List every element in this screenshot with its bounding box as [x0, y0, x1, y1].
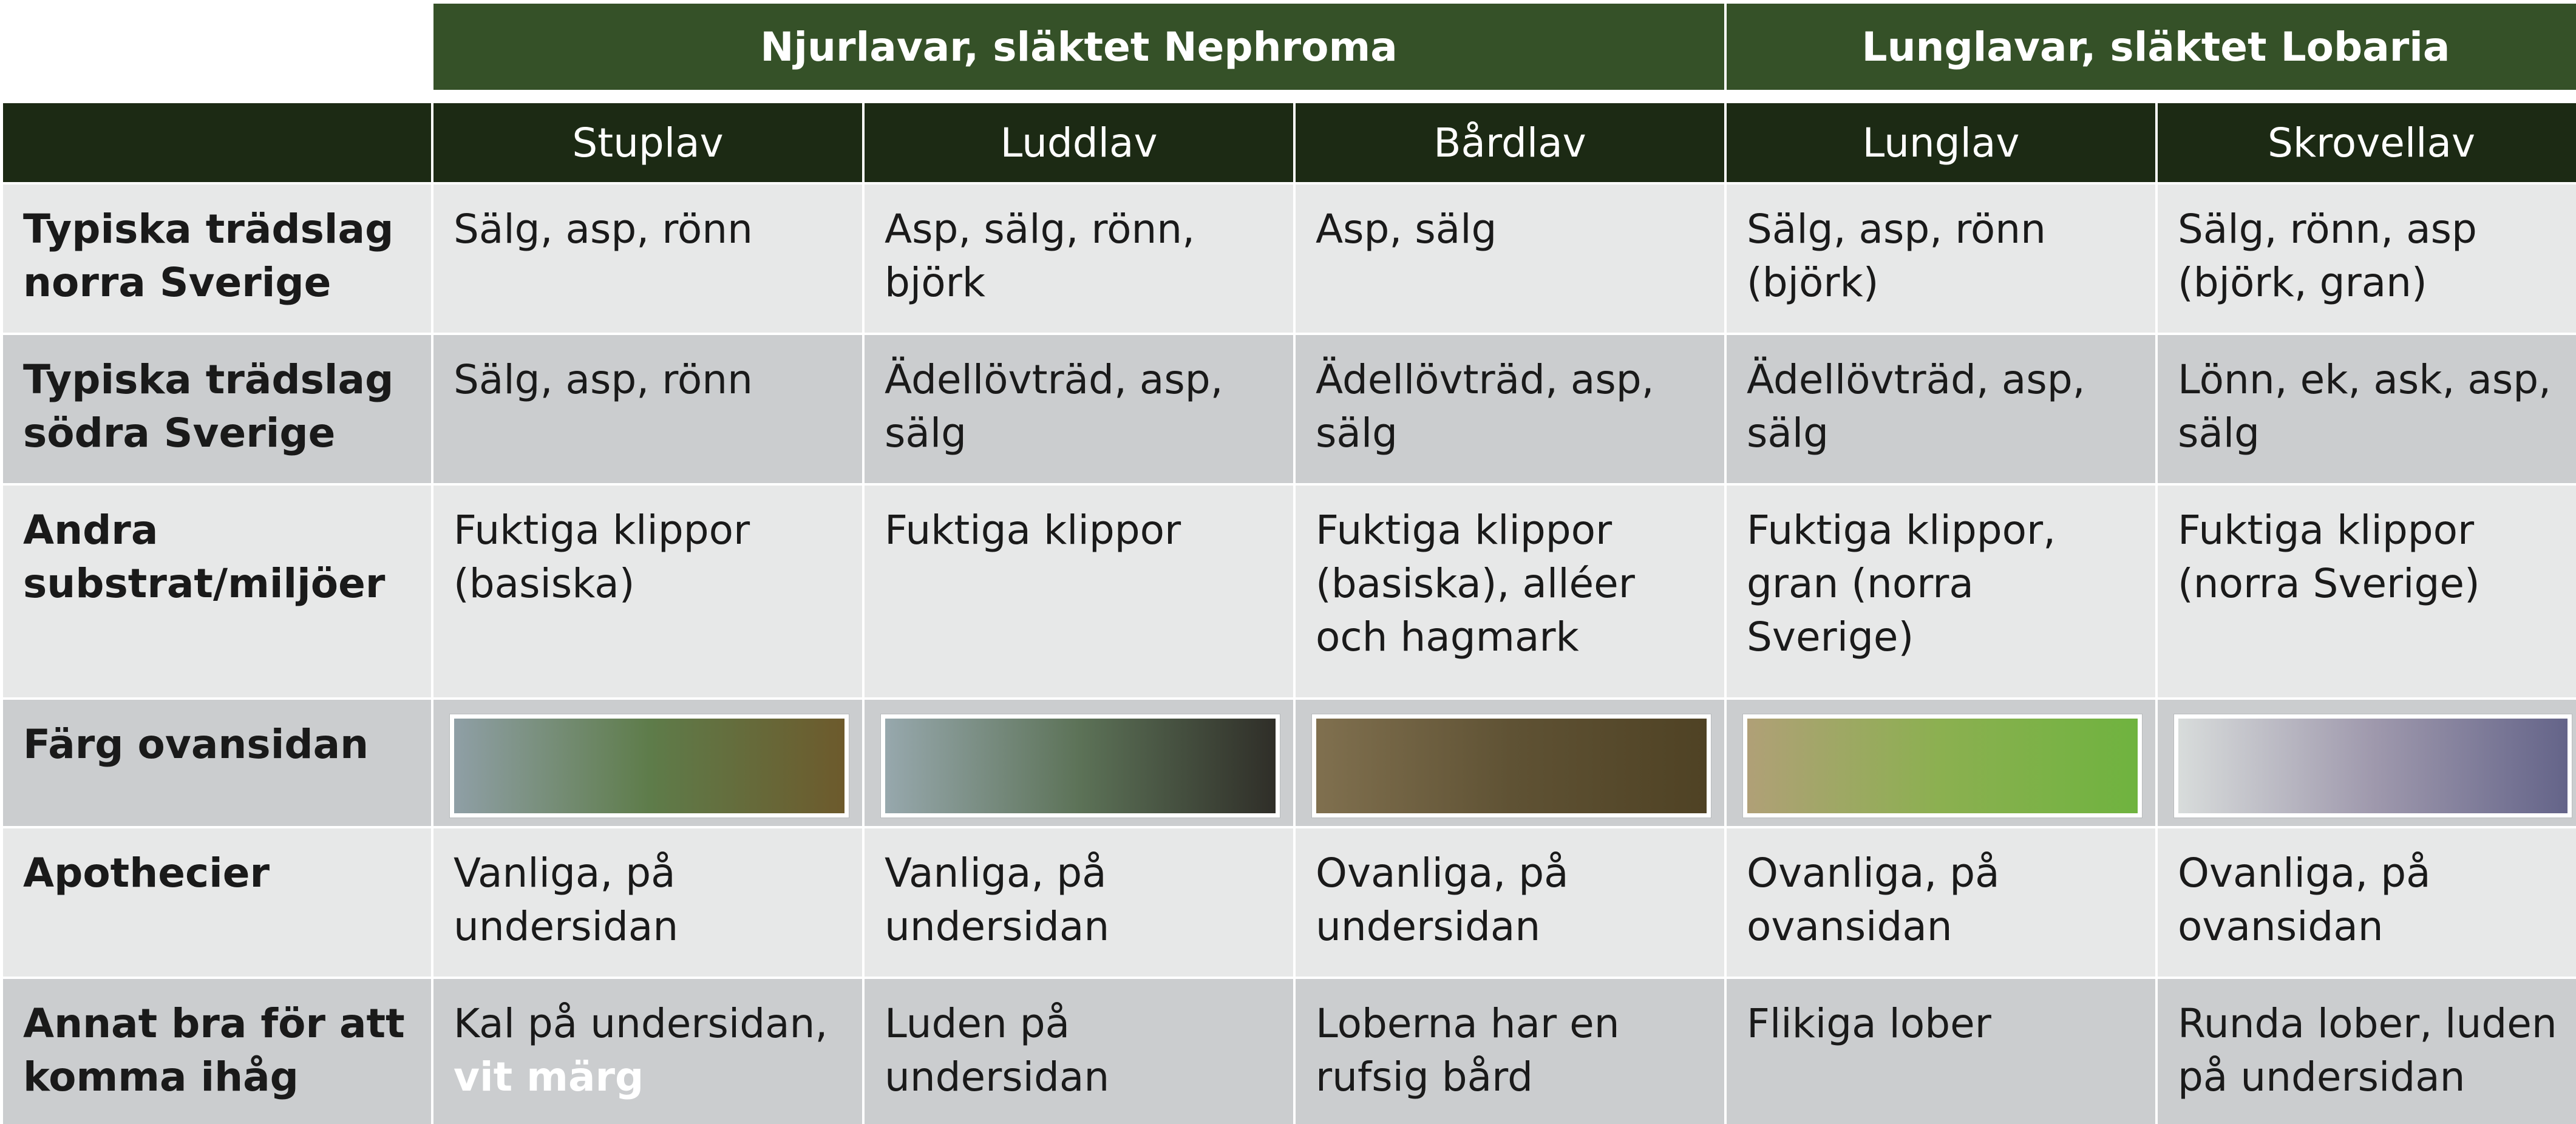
row-label-tree-south: Typiska trädslag södra Sverige [3, 335, 431, 483]
table-cell: Fuktiga klippor, gran (norra Sverige) [1727, 486, 2155, 697]
column-header-luddlav: Luddlav [865, 103, 1293, 182]
table-cell: Luden på undersidan [865, 979, 1293, 1124]
color-swatch-bardlav [1312, 714, 1711, 818]
table-cell: Ovanliga, på undersidan [1296, 828, 1724, 977]
table-cell: Vanliga, på undersidan [433, 828, 862, 977]
table-cell: Vanliga, på undersidan [865, 828, 1293, 977]
column-header-blank [3, 103, 431, 182]
color-cell [433, 700, 862, 826]
column-header-skrovellav: Skrovellav [2158, 103, 2576, 182]
color-cell [2158, 700, 2576, 826]
table-cell: Lönn, ek, ask, asp, sälg [2158, 335, 2576, 483]
color-swatch-lunglav [1743, 714, 2142, 818]
column-header-lunglav: Lunglav [1727, 103, 2155, 182]
table-cell: Sälg, asp, rönn (björk) [1727, 185, 2155, 333]
color-cell [865, 700, 1293, 826]
table-cell: Asp, sälg, rönn, björk [865, 185, 1293, 333]
table-cell: Fuktiga klippor [865, 486, 1293, 697]
table-cell: Ädellövträd, asp, sälg [1727, 335, 2155, 483]
table-cell: Asp, sälg [1296, 185, 1724, 333]
table-cell: Ovanliga, på ovansidan [2158, 828, 2576, 977]
table-cell: Fuktiga klippor (basiska), alléer och hagmark [1296, 486, 1724, 697]
group-header-nephroma: Njurlavar, släktet Nephroma [433, 4, 1724, 90]
row-label-tree-north: Typiska trädslag norra Sverige [3, 185, 431, 333]
table-cell: Ädellövträd, asp, sälg [865, 335, 1293, 483]
corner-empty [3, 4, 431, 90]
color-swatch-stuplav [450, 714, 849, 818]
color-swatch-skrovellav [2174, 714, 2572, 818]
table-cell: Sälg, asp, rönn [433, 185, 862, 333]
table-cell: Fuktiga klippor (basiska) [433, 486, 862, 697]
table-cell: Sälg, rönn, asp (björk, gran) [2158, 185, 2576, 333]
column-header-bardlav: Bårdlav [1296, 103, 1724, 182]
row-label-color: Färg ovansidan [3, 700, 431, 826]
spacer [3, 92, 2576, 101]
table-cell: Ovanliga, på ovansidan [1727, 828, 2155, 977]
table-cell: Sälg, asp, rönn [433, 335, 862, 483]
highlight-text: vit märg [454, 1054, 644, 1100]
table-cell: Runda lober, luden på undersidan [2158, 979, 2576, 1124]
color-swatch-luddlav [881, 714, 1280, 818]
row-label-substrate: Andra substrat/miljöer [3, 486, 431, 697]
row-label-other: Annat bra för att komma ihåg [3, 979, 431, 1124]
table-cell [433, 979, 862, 1124]
table-cell: Fuktiga klippor (norra Sverige) [2158, 486, 2576, 697]
color-cell [1727, 700, 2155, 826]
table-cell: Ädellövträd, asp, sälg [1296, 335, 1724, 483]
table-cell: Flikiga lober [1727, 979, 2155, 1124]
color-cell [1296, 700, 1724, 826]
group-header-lobaria: Lunglavar, släktet Lobaria [1727, 4, 2576, 90]
column-header-stuplav: Stuplav [433, 103, 862, 182]
row-label-apothecia: Apothecier [3, 828, 431, 977]
table-cell: Loberna har en rufsig bård [1296, 979, 1724, 1124]
cell-text: Kal på undersidan, [454, 1000, 828, 1047]
